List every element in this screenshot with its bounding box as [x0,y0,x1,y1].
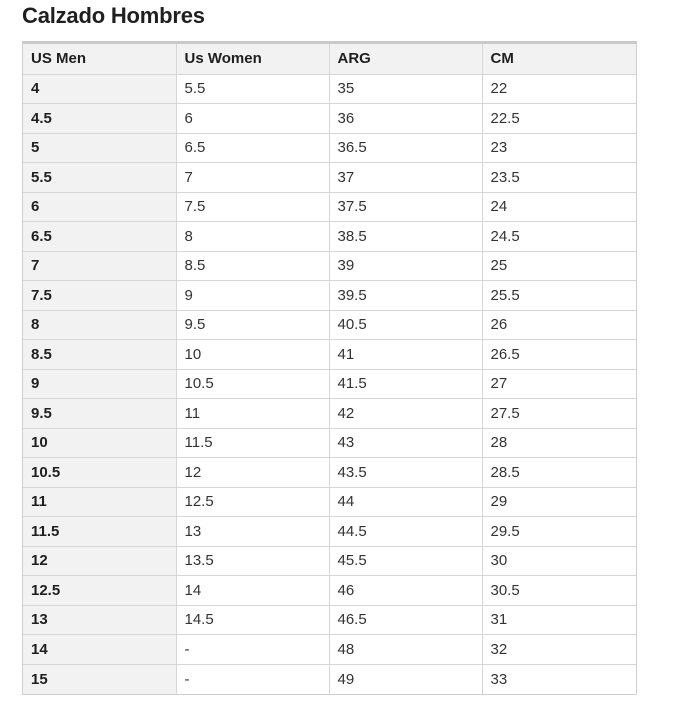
cm-cell: 23.5 [482,163,636,193]
us-men-cell: 8.5 [23,340,176,370]
cm-cell: 27 [482,369,636,399]
arg-cell: 36 [329,104,482,134]
cm-cell: 26.5 [482,340,636,370]
cm-cell: 24 [482,192,636,222]
cm-cell: 24.5 [482,222,636,252]
table-row [23,133,636,163]
us-women-cell: 6 [176,104,329,134]
table-row [23,664,636,694]
us-men-cell: 14 [23,635,176,665]
page-title: Calzado Hombres [22,3,205,28]
us-women-cell: 11.5 [176,428,329,458]
table-row [23,428,636,458]
table-header-row [23,44,636,74]
cm-cell: 30.5 [482,576,636,606]
us-women-cell: 8.5 [176,251,329,281]
arg-cell: 49 [329,664,482,694]
arg-cell: 35 [329,74,482,104]
cm-cell: 31 [482,605,636,635]
us-women-cell: 7 [176,163,329,193]
cm-cell: 32 [482,635,636,665]
us-men-cell: 5.5 [23,163,176,193]
cm-cell: 22.5 [482,104,636,134]
arg-cell: 36.5 [329,133,482,163]
table-row [23,222,636,252]
table-row [23,546,636,576]
us-women-cell: 7.5 [176,192,329,222]
us-men-cell: 7 [23,251,176,281]
us-women-cell: 9.5 [176,310,329,340]
us-women-cell: 13 [176,517,329,547]
cm-cell: 26 [482,310,636,340]
us-men-cell: 6.5 [23,222,176,252]
us-women-cell: 8 [176,222,329,252]
us-men-cell: 4 [23,74,176,104]
table-row [23,458,636,488]
us-women-cell: 12 [176,458,329,488]
us-men-cell: 9 [23,369,176,399]
cm-cell: 33 [482,664,636,694]
table-row [23,576,636,606]
table-row [23,310,636,340]
us-women-cell: 6.5 [176,133,329,163]
arg-cell: 38.5 [329,222,482,252]
arg-cell: 46.5 [329,605,482,635]
arg-cell: 41.5 [329,369,482,399]
column-header-cm: CM [482,44,636,74]
arg-cell: 41 [329,340,482,370]
arg-cell: 48 [329,635,482,665]
column-header-us-women: Us Women [176,44,329,74]
arg-cell: 39.5 [329,281,482,311]
us-men-cell: 11 [23,487,176,517]
cm-cell: 29 [482,487,636,517]
arg-cell: 42 [329,399,482,429]
cm-cell: 29.5 [482,517,636,547]
us-men-cell: 10 [23,428,176,458]
us-men-cell: 4.5 [23,104,176,134]
us-men-cell: 12.5 [23,576,176,606]
cm-cell: 22 [482,74,636,104]
table-row [23,281,636,311]
table-row [23,369,636,399]
table-row [23,251,636,281]
arg-cell: 37 [329,163,482,193]
cm-cell: 25.5 [482,281,636,311]
arg-cell: 45.5 [329,546,482,576]
cm-cell: 28 [482,428,636,458]
us-men-cell: 7.5 [23,281,176,311]
arg-cell: 37.5 [329,192,482,222]
us-women-cell: 5.5 [176,74,329,104]
us-women-cell: 13.5 [176,546,329,576]
table-row [23,192,636,222]
us-men-cell: 8 [23,310,176,340]
arg-cell: 46 [329,576,482,606]
us-women-cell: 10 [176,340,329,370]
table-row [23,163,636,193]
column-header-arg: ARG [329,44,482,74]
us-women-cell: - [176,635,329,665]
table-row [23,74,636,104]
table-row [23,340,636,370]
us-women-cell: 11 [176,399,329,429]
table-body [23,74,636,694]
us-women-cell: 10.5 [176,369,329,399]
us-men-cell: 12 [23,546,176,576]
us-women-cell: 9 [176,281,329,311]
cm-cell: 28.5 [482,458,636,488]
table-row [23,104,636,134]
arg-cell: 40.5 [329,310,482,340]
us-men-cell: 10.5 [23,458,176,488]
us-men-cell: 15 [23,664,176,694]
cm-cell: 30 [482,546,636,576]
us-men-cell: 5 [23,133,176,163]
arg-cell: 44 [329,487,482,517]
us-men-cell: 11.5 [23,517,176,547]
us-women-cell: 14.5 [176,605,329,635]
column-header-us-men: US Men [23,44,176,74]
size-chart-table [22,41,637,695]
table-row [23,635,636,665]
arg-cell: 44.5 [329,517,482,547]
table-row [23,399,636,429]
us-women-cell: - [176,664,329,694]
us-women-cell: 12.5 [176,487,329,517]
cm-cell: 23 [482,133,636,163]
table-row [23,487,636,517]
arg-cell: 39 [329,251,482,281]
us-men-cell: 6 [23,192,176,222]
us-women-cell: 14 [176,576,329,606]
arg-cell: 43.5 [329,458,482,488]
cm-cell: 25 [482,251,636,281]
us-men-cell: 9.5 [23,399,176,429]
table-row [23,517,636,547]
arg-cell: 43 [329,428,482,458]
table-row [23,605,636,635]
cm-cell: 27.5 [482,399,636,429]
us-men-cell: 13 [23,605,176,635]
